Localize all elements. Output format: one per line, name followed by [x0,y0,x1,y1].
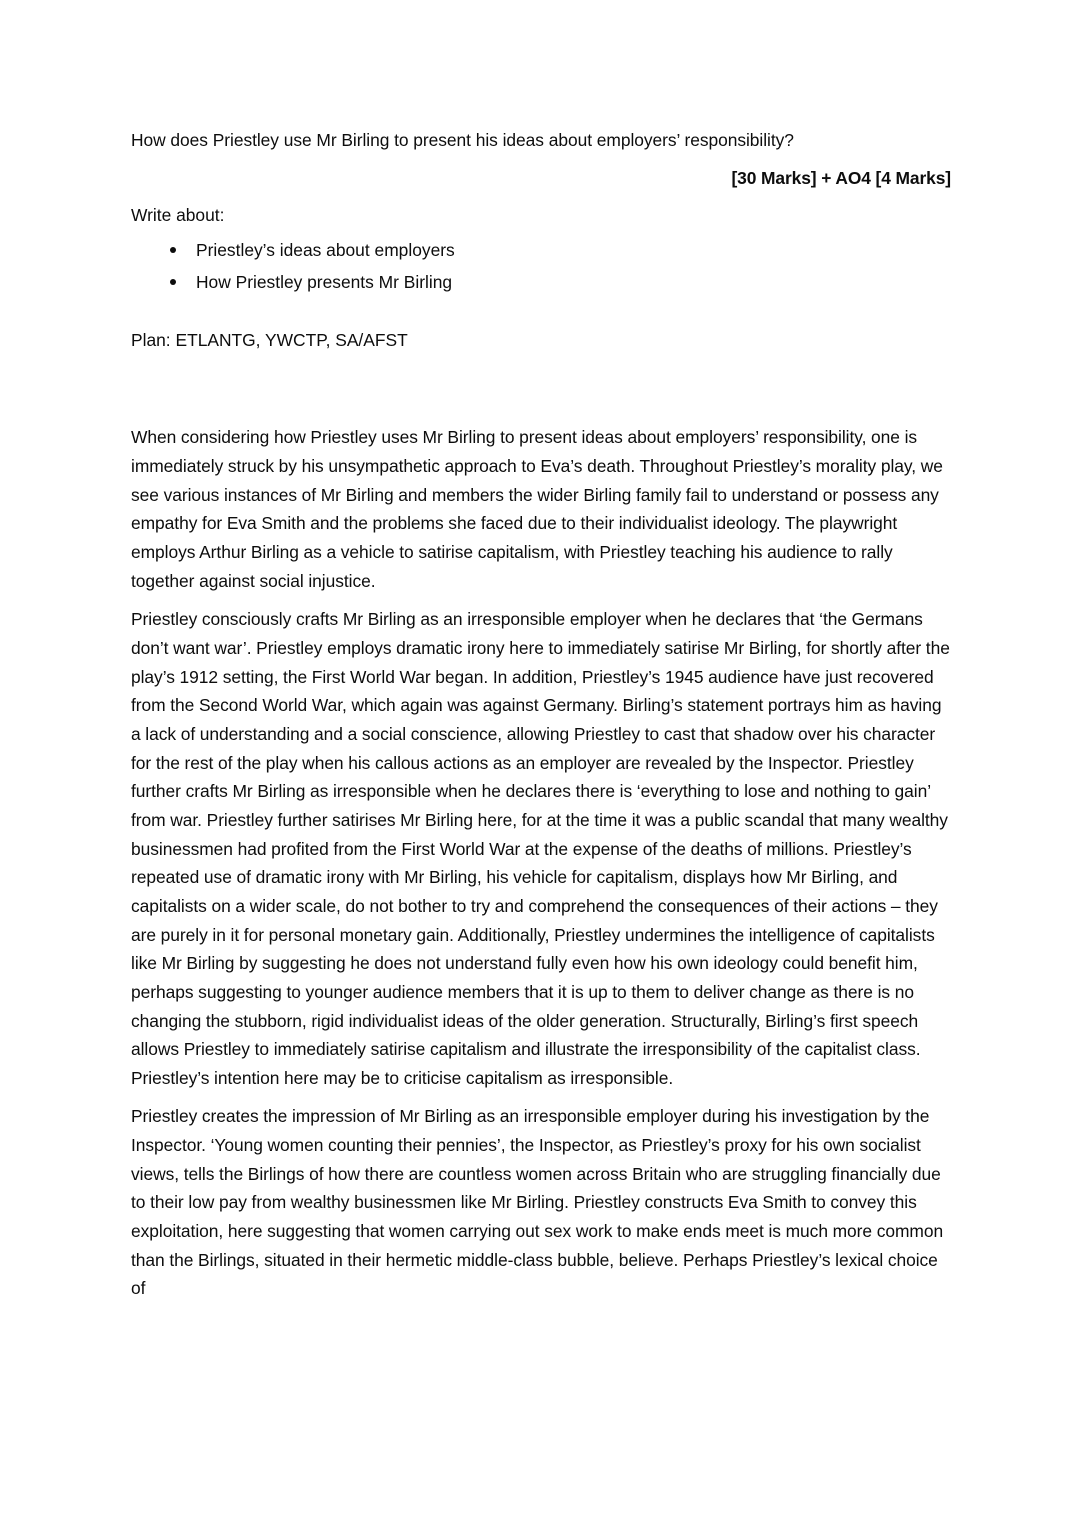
list-item-label: How Priestley presents Mr Birling [196,271,453,292]
body-paragraph: When considering how Priestley uses Mr Birling to present ideas about employers’ responsibility, one is immediately struck by his unsympathetic approach to Eva’s death. Throughout Priestley’s morality play, we see various instances of Mr Birling and members the wider Birling family fail to understand or possess any empathy for Eva Smith and the problems she faced due to their individualist ideology. The playwright employs Arthur Birling as a vehicle to satirise capitalism, with Priestley teaching his audience to rally together against social injustice. [131,427,943,591]
essay-body [131,423,951,1303]
write-about-list [131,234,951,298]
body-paragraph: Priestley creates the impression of Mr Birling as an irresponsible employer during his investigation by the Inspector. ‘Young women counting their pennies’, the Inspector, as Priestley’s proxy for his own socialist views, tells the Birlings of how there are countless women across Britain who are struggling financially due to their low pay from wealthy businessmen like Mr Birling. Priestley constructs Eva Smith to convey this exploitation, here suggesting that women carrying out sex work to make ends meet is much more common than the Birlings, situated in their hermetic middle-class bubble, believe. Perhaps Priestley’s lexical choice of [131,1106,944,1299]
bullet-icon [170,247,176,253]
essay-question: How does Priestley use Mr Birling to present his ideas about employers’ responsibility? [131,130,794,150]
list-item-label: Priestley’s ideas about employers [196,239,455,260]
list-item [131,234,951,266]
list-item [131,266,951,298]
marks-allocation: [30 Marks] + AO4 [4 Marks] [731,167,951,188]
body-paragraph: Priestley consciously crafts Mr Birling as an irresponsible employer when he declares that ‘the Germans don’t want war’. Priestley employs dramatic irony here to immediately satirise Mr Birling, for shortly after the play’s 1912 setting, the First World War began. In addition, Priestley’s 1945 audience have just recovered from the Second World War, which again was against Germany. Birling’s statement portrays him as having a lack of understanding and a social conscience, allowing Priestley to cast that shadow over his character for the rest of the play when his callous actions as an employer are revealed by the Inspector. Priestley further crafts Mr Birling as irresponsible when he declares there is ‘everything to lose and nothing to gain’ from war. Priestley further satirises Mr Birling here, for at the time it was a public scandal that many wealthy businessmen had profited from the First World War at the expense of the deaths of millions. Priestley’s repeated use of dramatic irony with Mr Birling, his vehicle for capitalism, displays how Mr Birling, and capitalists on a wider scale, do not bother to try and comprehend the consequences of their actions – they are purely in it for personal monetary gain. Additionally, Priestley undermines the intelligence of capitalists like Mr Birling by suggesting he does not understand fully even how his own ideology could benefit him, perhaps suggesting to younger audience members that it is up to them to deliver change as there is no changing the stubborn, rigid individualist ideas of the older generation. Structurally, Birling’s first speech allows Priestley to immediately satirise capitalism and illustrate the irresponsibility of the capitalist class. Priestley’s intention here may be to criticise capitalism as irresponsible. [131,609,950,1088]
plan-line: Plan: ETLANTG, YWCTP, SA/AFST [131,329,408,350]
bullet-icon [170,279,176,285]
document-content [131,126,951,1303]
write-about-label: Write about: [131,205,225,226]
